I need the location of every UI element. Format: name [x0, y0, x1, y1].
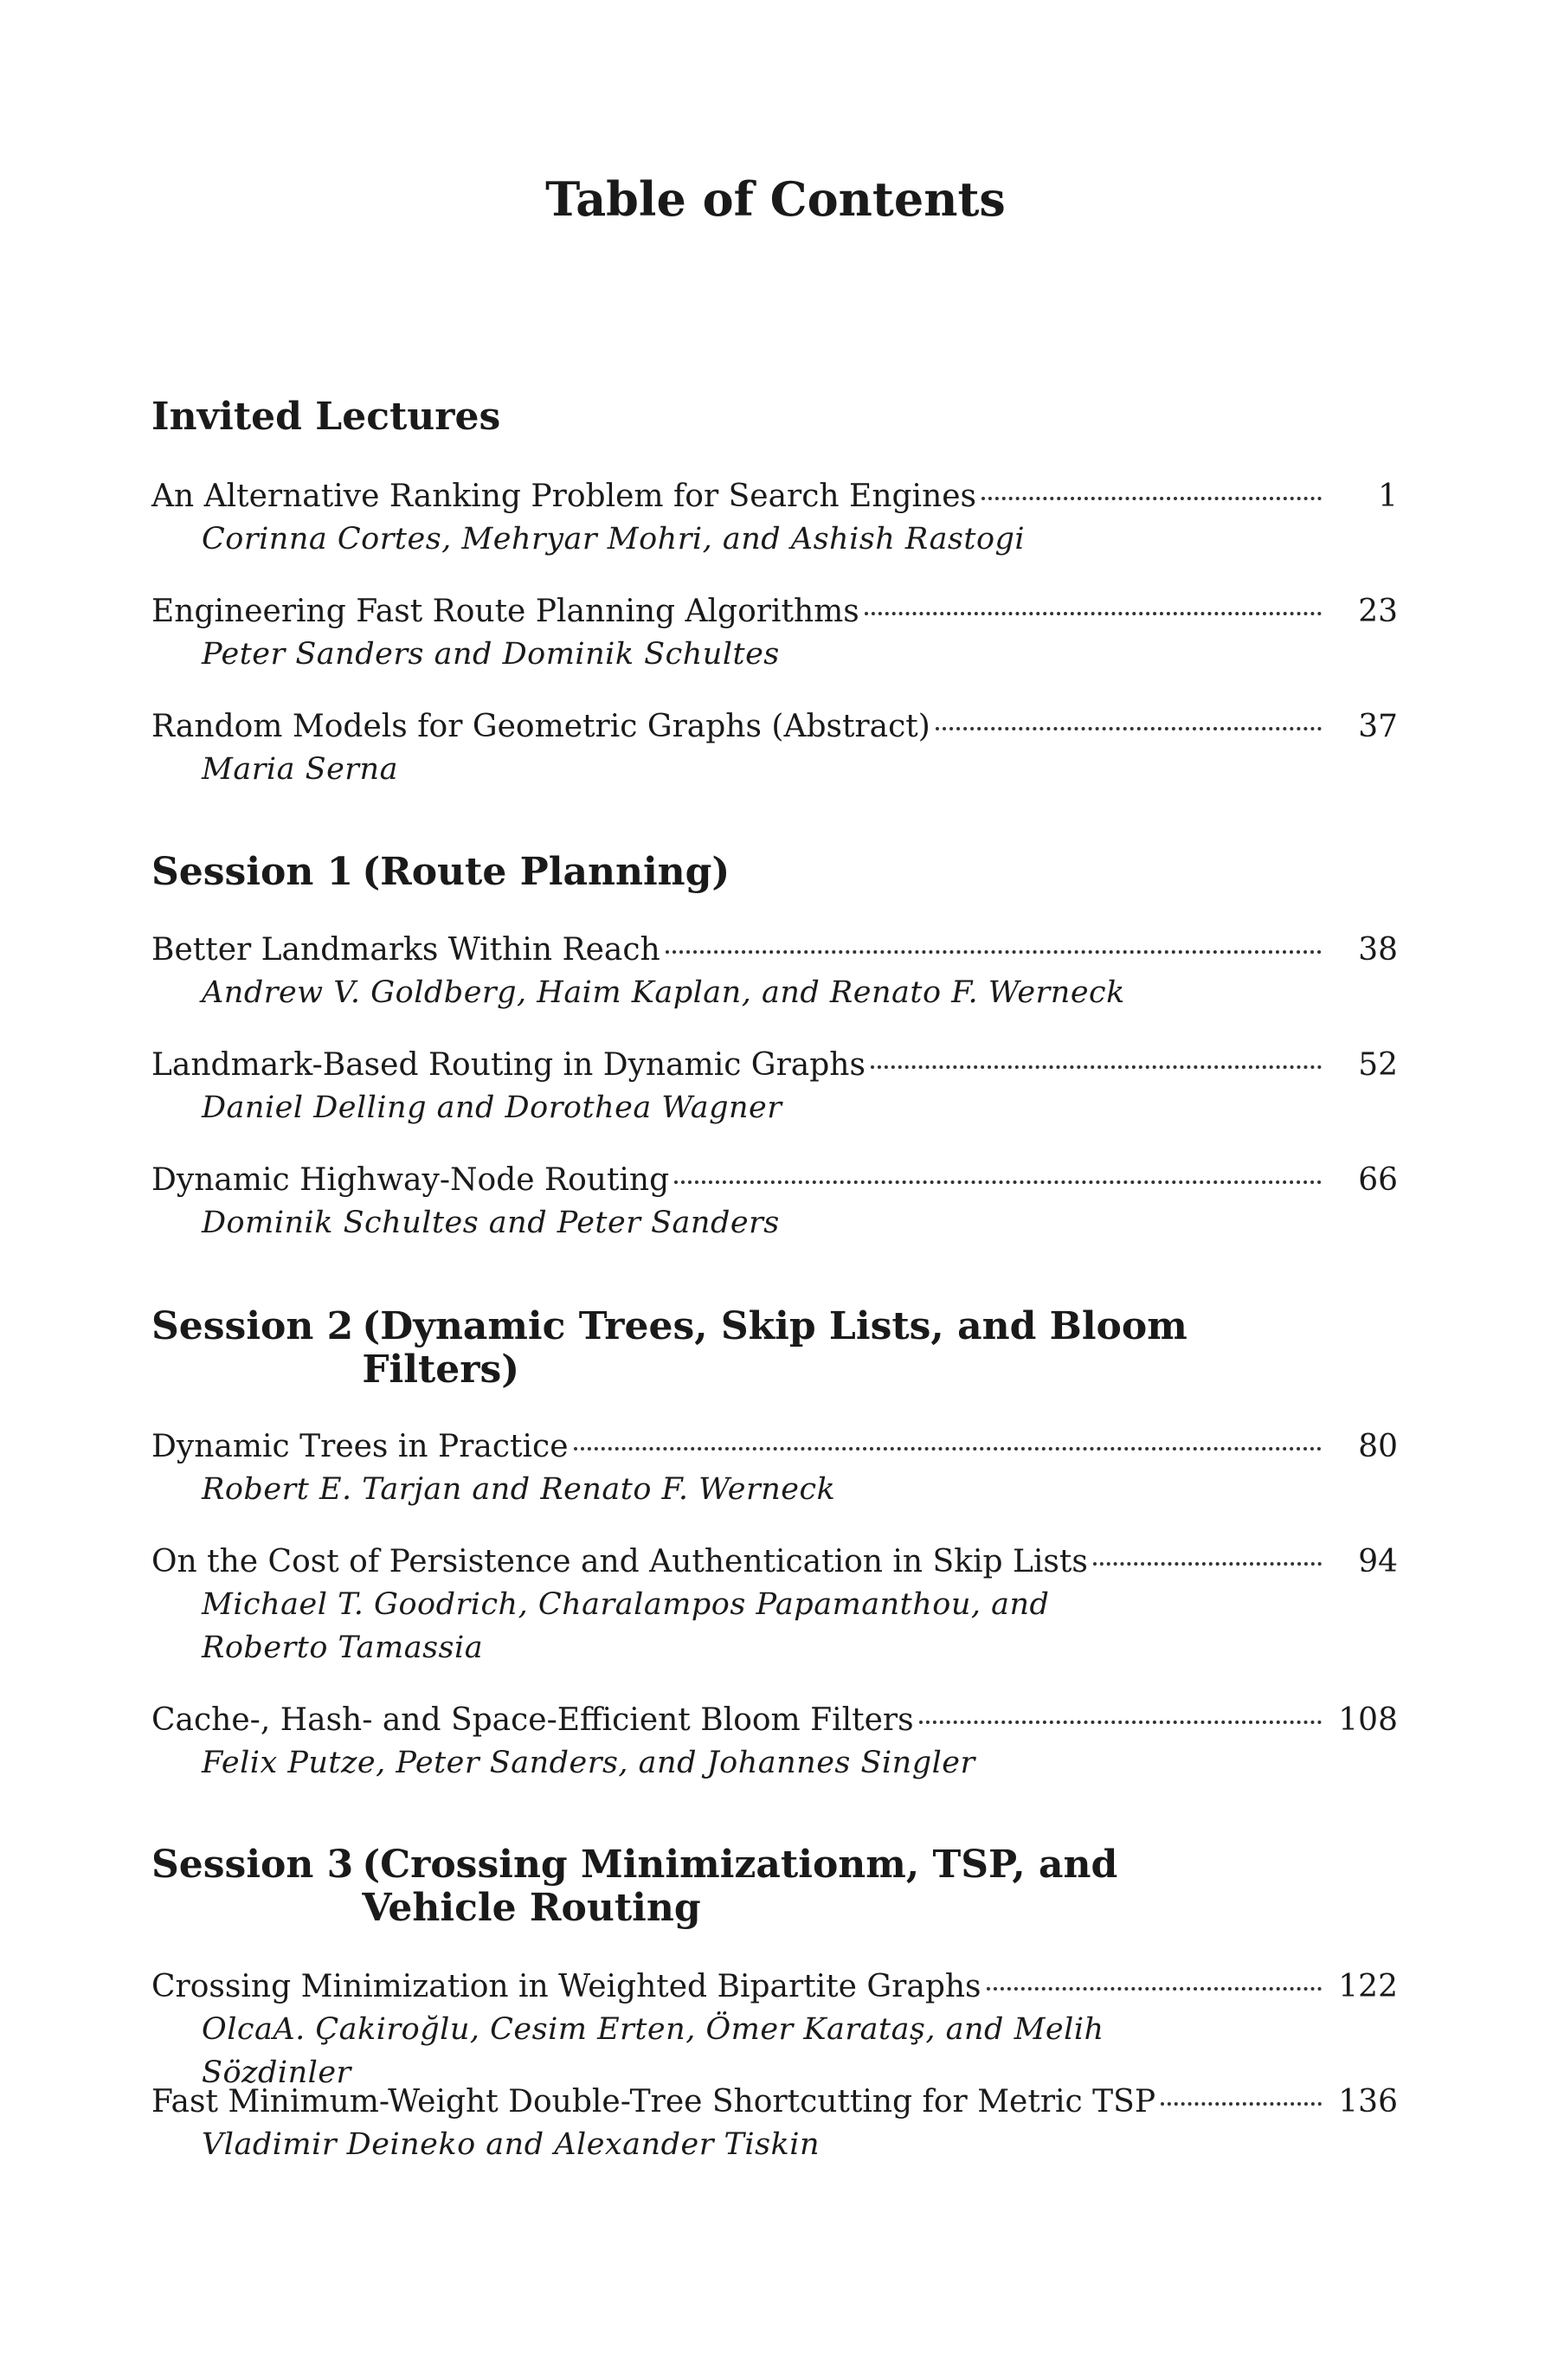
- entry-title: Better Landmarks Within Reach: [151, 932, 660, 968]
- entry-title: Fast Minimum-Weight Double-Tree Shortcutting for Metric TSP: [151, 2084, 1156, 2119]
- page-number: 37: [1358, 709, 1398, 744]
- dot-leader: [1161, 2102, 1322, 2106]
- toc-entry[interactable]: [151, 2081, 1398, 2166]
- page-number: 136: [1338, 2084, 1398, 2119]
- page-number: 108: [1338, 1702, 1398, 1738]
- entry-authors: OlcaA. Çakiroğlu, Cesim Erten, Ömer Karataş, and Melih Sözdinler: [202, 2012, 1104, 2090]
- entry-title: Cache-, Hash- and Space-Efficient Bloom Filters: [151, 1702, 914, 1738]
- entry-title: Landmark-Based Routing in Dynamic Graphs: [151, 1047, 866, 1083]
- entry-title: Engineering Fast Route Planning Algorithms: [151, 594, 859, 629]
- dot-leader: [936, 727, 1322, 730]
- entry-title: Crossing Minimization in Weighted Bipartite Graphs: [151, 1969, 981, 2004]
- entry-title: Dynamic Highway-Node Routing: [151, 1162, 670, 1198]
- toc-entry[interactable]: [151, 1045, 1398, 1129]
- toc-entry[interactable]: [151, 1700, 1398, 1785]
- section-heading-subtitle: (Route Planning): [362, 850, 730, 894]
- section-heading-label: Session 1: [151, 850, 354, 894]
- section-heading-subtitle: (Crossing Minimizationm, TSP, and Vehicle Routing: [362, 1843, 1118, 1930]
- page-number: 23: [1358, 594, 1398, 629]
- toc-entry[interactable]: [151, 476, 1398, 561]
- dot-leader: [987, 1987, 1322, 1991]
- page-number: 52: [1358, 1047, 1398, 1083]
- entry-authors: Dominik Schultes and Peter Sanders: [202, 1206, 780, 1240]
- section-heading-session-2: [151, 1305, 1277, 1392]
- toc-entry[interactable]: [151, 929, 1398, 1014]
- page-number: 1: [1378, 479, 1398, 514]
- page-number: 66: [1358, 1162, 1398, 1198]
- entry-authors: Vladimir Deineko and Alexander Tiskin: [202, 2127, 820, 2162]
- entry-title: Random Models for Geometric Graphs (Abstract): [151, 709, 930, 744]
- entry-authors: Robert E. Tarjan and Renato F. Werneck: [202, 1472, 836, 1507]
- toc-entry[interactable]: [151, 591, 1398, 676]
- dot-leader: [666, 950, 1322, 954]
- section-heading-session-1: [151, 851, 1277, 894]
- dot-leader: [871, 1065, 1322, 1069]
- entry-authors: Michael T. Goodrich, Charalampos Papamanthou, and Roberto Tamassia: [202, 1587, 1050, 1665]
- dot-leader: [574, 1447, 1323, 1451]
- section-heading-label: Session 3: [151, 1843, 354, 1887]
- entry-authors: Peter Sanders and Dominik Schultes: [202, 637, 780, 672]
- toc-entry[interactable]: [151, 1426, 1398, 1511]
- entry-authors: Andrew V. Goldberg, Haim Kaplan, and Renato F. Werneck: [202, 975, 1125, 1010]
- section-heading-invited-lectures: [151, 396, 1277, 439]
- dot-leader: [865, 612, 1322, 615]
- entry-authors: Felix Putze, Peter Sanders, and Johannes Singler: [202, 1746, 975, 1780]
- entry-title: On the Cost of Persistence and Authentication in Skip Lists: [151, 1544, 1088, 1579]
- page-number: 94: [1358, 1544, 1398, 1579]
- page-number: 38: [1358, 932, 1398, 968]
- dot-leader: [1093, 1562, 1322, 1566]
- section-heading-session-3: [151, 1843, 1277, 1930]
- entry-authors: Daniel Delling and Dorothea Wagner: [202, 1090, 782, 1125]
- page-number: 122: [1338, 1969, 1398, 2004]
- entry-title: An Alternative Ranking Problem for Search Engines: [151, 479, 977, 514]
- toc-entry[interactable]: [151, 706, 1398, 791]
- entry-authors: Corinna Cortes, Mehryar Mohri, and Ashish Rastogi: [202, 522, 1026, 556]
- entry-title: Dynamic Trees in Practice: [151, 1429, 569, 1464]
- entry-authors: Maria Serna: [202, 752, 398, 787]
- dot-leader: [919, 1721, 1322, 1724]
- dot-leader: [981, 497, 1322, 500]
- toc-entry[interactable]: [151, 1160, 1398, 1245]
- toc-entry[interactable]: [151, 1966, 1398, 2094]
- section-heading-label: Session 2: [151, 1304, 354, 1348]
- dot-leader: [674, 1180, 1322, 1184]
- page-title: Table of Contents: [545, 171, 1006, 227]
- page-number: 80: [1358, 1429, 1398, 1464]
- section-heading-subtitle: (Dynamic Trees, Skip Lists, and Bloom Filters): [362, 1304, 1187, 1392]
- toc-entry[interactable]: [151, 1541, 1398, 1669]
- section-heading-label: Invited Lectures: [151, 395, 501, 439]
